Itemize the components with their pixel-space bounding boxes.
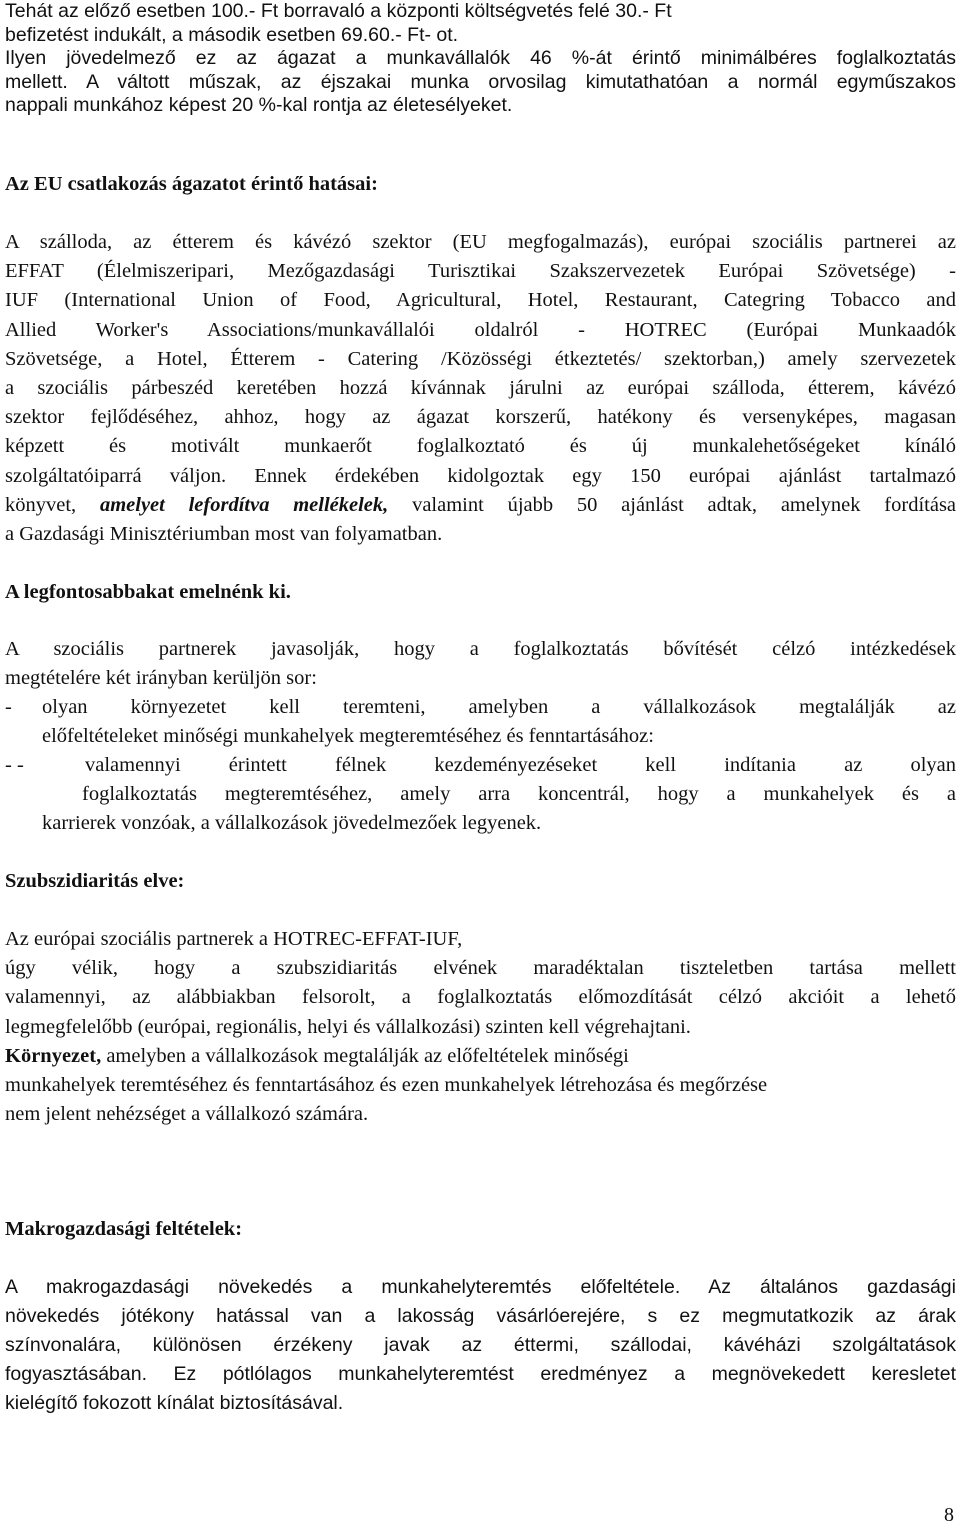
text-line: olyan környezetet kell teremteni, amelyben a vállalkozások megtalálják az [42, 696, 956, 718]
subsidiarity-paragraph [5, 925, 956, 1129]
highlight-heading: A legfontosabbakat emelnénk ki. [5, 581, 291, 603]
text-line: Allied Worker's Associations/munkavállalói oldalról - HOTREC (Európai Munkaadók [5, 318, 956, 341]
text-line [5, 491, 956, 520]
text-line: legmegfelelőbb (európai, regionális, helyi és vállalkozási) szinten kell végrehajtani. [5, 1015, 691, 1038]
bullet-marker: - [5, 696, 12, 718]
text-line: kielégítő fokozott kínálat biztosításával. [5, 1392, 344, 1414]
text-line: úgy vélik, hogy a szubszidiaritás elvének maradéktalan tiszteletben tartása mellett [5, 957, 956, 980]
social-partners-paragraph [5, 635, 956, 693]
text-line: Szövetsége, a Hotel, Étterem - Catering /Közösségi étkeztetés/ szektorban,) amely szervezetek [5, 347, 956, 370]
text-line: befizetést indukált, a második esetben 69.60.- Ft- ot. [5, 23, 459, 46]
text-line: foglalkoztatás megteremtéséhez, amely arra koncentrál, hogy a munkahelyek és a [82, 783, 956, 806]
macro-heading: Makrogazdasági feltételek: [5, 1218, 243, 1240]
text-line: szektor fejlődéséhez, ahhoz, hogy az ágazat korszerű, hatékony és versenyképes, magasan [5, 406, 956, 429]
text-line: nem jelent nehézséget a vállalkozó számára. [5, 1103, 369, 1126]
text-segment: amelyben a vállalkozások megtalálják az előfeltételek minőségi [101, 1044, 629, 1067]
macro-paragraph [5, 1273, 956, 1418]
text-line: a szociális párbeszéd keretében hozzá kívánnak járulni az európai szálloda, étterem, kávézó [5, 377, 956, 400]
text-line: Ilyen jövedelmező ez az ágazat a munkavállalók 46 %-át érintő minimálbéres foglalkoztatás [5, 47, 956, 69]
subsidiarity-heading: Szubszidiaritás elve: [5, 870, 185, 892]
text-line: A szálloda, az étterem és kávézó szektor (EU megfogalmazás), európai szociális partnerei az [5, 231, 956, 253]
text-line: A makrogazdasági növekedés a munkahelyteremtés előfeltétele. Az általános gazdasági [5, 1276, 956, 1298]
text-segment: könyvet, [5, 493, 77, 516]
text-line: munkahelyek teremtéséhez és fenntartásához és ezen munkahelyek létrehozása és megőrzése [5, 1074, 768, 1097]
bullet-marker: - - [5, 754, 24, 776]
eu-paragraph [5, 228, 956, 549]
text-line: fogyasztásában. Ez pótlólagos munkahelyteremtést eredményez a megnövekedett keresletet [5, 1363, 956, 1385]
text-line: Tehát az előző esetben 100.- Ft borravaló a központi költségvetés felé 30.- Ft [5, 0, 672, 22]
text-line: szolgáltatóiparrá váljon. Ennek érdekében kidolgoztak egy 150 európai ajánlást tartalmazó [5, 464, 956, 487]
text-line: A szociális partnerek javasolják, hogy a foglalkoztatás bővítését célzó intézkedések [5, 638, 956, 660]
emphasis-text: amelyet lefordítva mellékelek, [99, 493, 389, 516]
text-line: valamennyi érintett félnek kezdeményezéseket kell indítania az olyan [85, 754, 956, 776]
text-line [5, 1042, 956, 1071]
page-number: 8 [944, 1504, 954, 1526]
text-line: karrierek vonzóak, a vállalkozások jövedelmezőek legyenek. [42, 812, 542, 835]
eu-accession-heading: Az EU csatlakozás ágazatot érintő hatásai: [5, 173, 378, 195]
text-line: nappali munkához képest 20 %-kal rontja az életesélyeket. [5, 94, 513, 116]
text-segment: valamint újabb 50 ajánlást adtak, amelynek fordítása [412, 493, 957, 516]
text-line: a Gazdasági Minisztériumban most van folyamatban. [5, 523, 443, 546]
text-line: színvonalára, különösen érzékeny javak az éttermi, szállodai, kávéházi szolgáltatások [5, 1334, 956, 1356]
text-line: mellett. A váltott műszak, az éjszakai munka orvosilag kimutathatóan a normál egyműszakos [5, 70, 956, 93]
text-line: megtételére két irányban kerüljön sor: [5, 667, 317, 690]
text-line: EFFAT (Élelmiszeripari, Mezőgazdasági Turisztikai Szakszervezetek Európai Szövetsége) - [5, 260, 956, 283]
text-line: képzett és motivált munkaerőt foglalkoztató és új munkalehetőségeket kínáló [5, 435, 956, 458]
text-line: IUF (International Union of Food, Agricultural, Hotel, Restaurant, Categring Tobacco and [5, 289, 956, 312]
intro-paragraph [5, 0, 956, 118]
environment-term: Környezet, [5, 1044, 102, 1067]
bullet-item [5, 751, 956, 841]
text-line: előfeltételeket minőségi munkahelyek megteremtéséhez és fenntartásához: [42, 725, 654, 748]
text-line: valamennyi, az alábbiakban felsorolt, a foglalkoztatás előmozdítását célzó akcióit a lehető [5, 986, 956, 1009]
text-line: Az európai szociális partnerek a HOTREC-EFFAT-IUF, [5, 928, 463, 950]
text-line: növekedés jótékony hatással van a lakosság vásárlóerejére, s ez megmutatkozik az árak [5, 1305, 956, 1327]
bullet-item [5, 693, 956, 753]
